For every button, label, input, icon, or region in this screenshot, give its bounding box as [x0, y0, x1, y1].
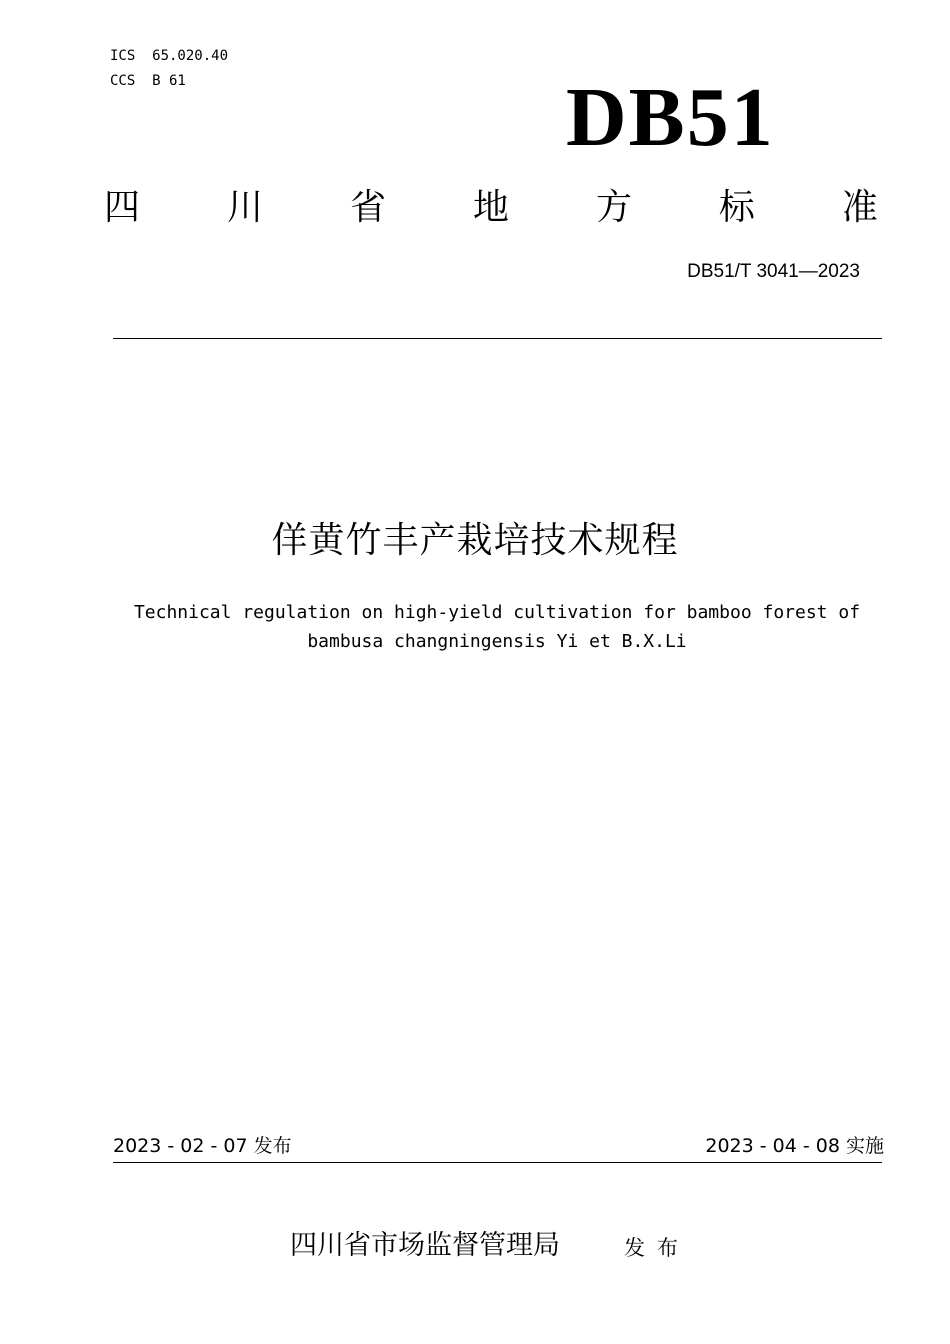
implementation-date: 2023 - 04 - 08 实施: [705, 1135, 884, 1157]
category-char: 川: [226, 187, 263, 228]
category-char: 标: [718, 187, 755, 228]
title-en-line-2: bambusa changningensis Yi et B.X.Li: [307, 631, 687, 652]
category-char: 地: [472, 187, 509, 228]
title-en-line-1: Technical regulation on high-yield cultivation for bamboo forest of: [133, 602, 861, 623]
standard-category: [104, 180, 878, 236]
standard-number: DB51/T 3041—2023: [687, 261, 860, 282]
document-title-en: [115, 598, 879, 656]
issue-date: 2023 - 02 - 07 发布: [113, 1135, 292, 1157]
document-title-cn: 佯黄竹丰产栽培技术规程: [271, 520, 679, 561]
header-divider: [113, 338, 882, 339]
db-code-logo: DB51: [566, 71, 775, 164]
ccs-code: CCS B 61: [110, 73, 186, 89]
ics-code: ICS 65.020.40: [110, 48, 229, 64]
publisher-name: 四川省市场监督管理局: [290, 1230, 560, 1261]
publish-label: 发布: [624, 1236, 690, 1260]
category-char: 方: [595, 187, 632, 228]
category-char: 四: [104, 187, 141, 228]
category-char: 准: [841, 187, 878, 228]
footer-divider: [113, 1162, 882, 1163]
category-char: 省: [349, 187, 386, 228]
